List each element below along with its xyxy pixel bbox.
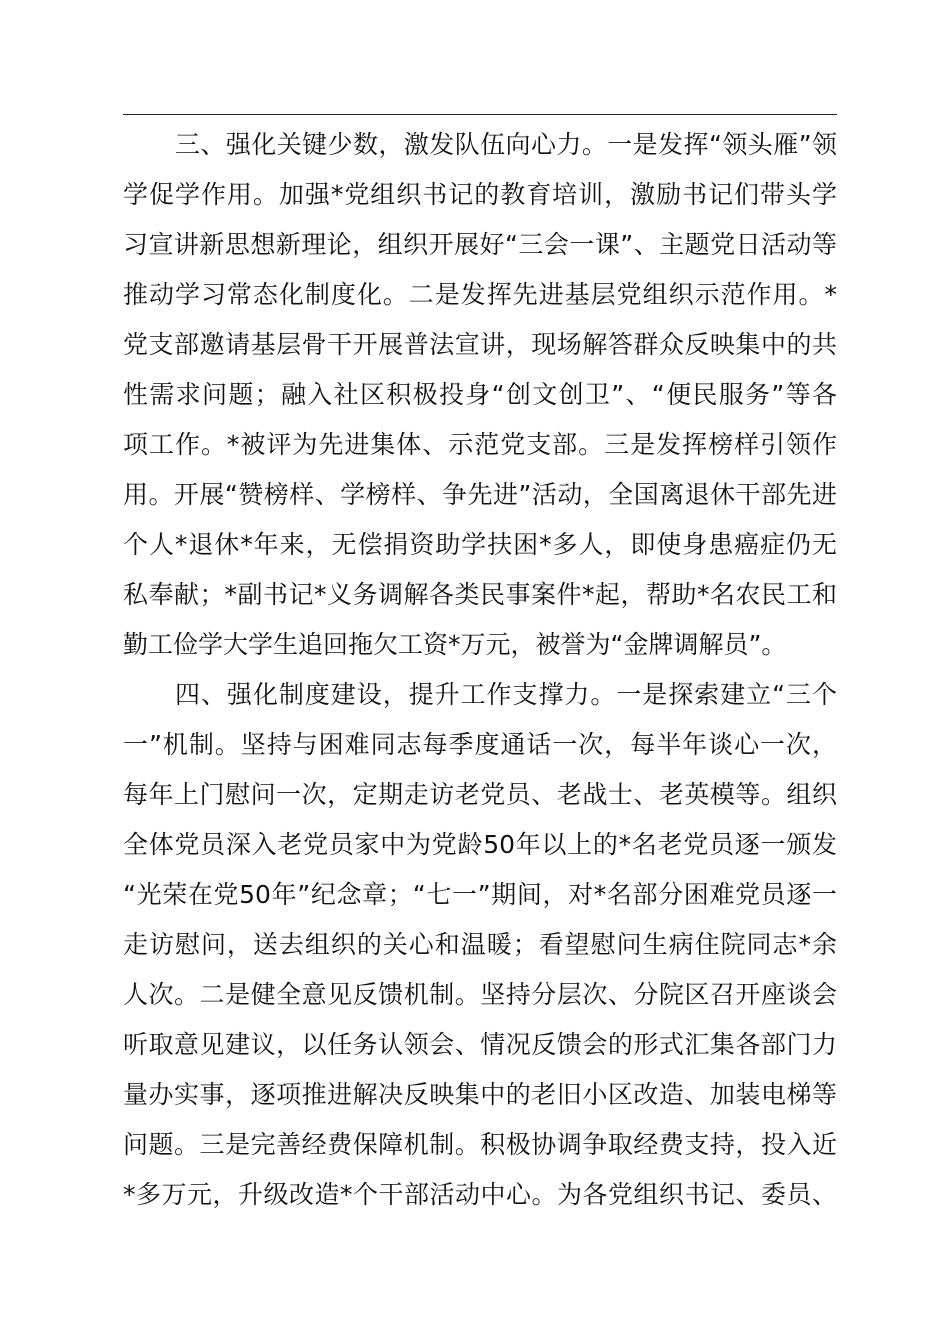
text-line: 学促学作用。加强*党组织书记的教育培训，激励书记们带头学	[123, 180, 837, 209]
text-line: 三、强化关键少数，激发队伍向心力。一是发挥“领头雁”领	[175, 130, 837, 159]
text-line: 项工作。*被评为先进集体、示范党支部。三是发挥榜样引领作	[123, 430, 837, 459]
text-line: 个人*退休*年来，无偿捐资助学扶困*多人，即使身患癌症仍无	[123, 530, 837, 559]
text-line: 走访慰问，送去组织的关心和温暖；看望慰问生病住院同志*余	[123, 930, 837, 959]
text-line: 每年上门慰问一次，定期走访老党员、老战士、老英模等。组织	[123, 780, 837, 809]
text-line: 问题。三是完善经费保障机制。积极协调争取经费支持，投入近	[123, 1130, 837, 1159]
paragraph-4	[123, 670, 837, 1220]
text-line: 一”机制。坚持与困难同志每季度通话一次，每半年谈心一次，	[123, 730, 837, 759]
text-line: 性需求问题；融入社区积极投身“创文创卫”、“便民服务”等各	[123, 380, 837, 409]
text-line: 四、强化制度建设，提升工作支撑力。一是探索建立“三个	[175, 680, 837, 709]
text-line: 党支部邀请基层骨干开展普法宣讲，现场解答群众反映集中的共	[123, 330, 837, 359]
text-line: *多万元，升级改造*个干部活动中心。为各党组织书记、委员、	[123, 1180, 837, 1209]
text-line: 习宣讲新思想新理论，组织开展好“三会一课”、主题党日活动等	[123, 230, 837, 259]
text-line: 用。开展“赞榜样、学榜样、争先进”活动，全国离退休干部先进	[123, 480, 837, 509]
text-line: 听取意见建议，以任务认领会、情况反馈会的形式汇集各部门力	[123, 1030, 837, 1059]
text-line: 人次。二是健全意见反馈机制。坚持分层次、分院区召开座谈会	[123, 980, 837, 1009]
text-line: 推动学习常态化制度化。二是发挥先进基层党组织示范作用。*	[123, 280, 837, 309]
text-line: 全体党员深入老党员家中为党龄50年以上的*名老党员逐一颁发	[123, 830, 837, 859]
text-line: 私奉献；*副书记*义务调解各类民事案件*起，帮助*名农民工和	[123, 580, 837, 609]
paragraph-3	[123, 120, 837, 670]
text-line: “光荣在党50年”纪念章；“七一”期间，对*名部分困难党员逐一	[123, 880, 837, 909]
text-line: 量办实事，逐项推进解决反映集中的老旧小区改造、加装电梯等	[123, 1080, 837, 1109]
document-body	[123, 120, 837, 1220]
text-line: 勤工俭学大学生追回拖欠工资*万元，被誉为“金牌调解员”。	[123, 630, 787, 659]
header-rule	[123, 114, 837, 115]
